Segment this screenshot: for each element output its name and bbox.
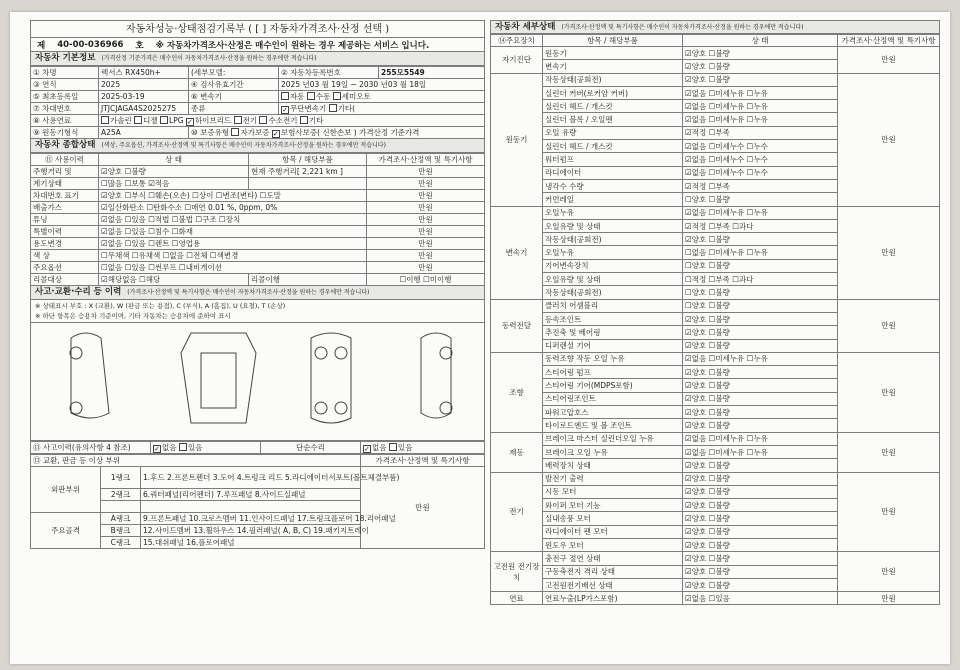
detail-state: ☑양호 ☐불량 bbox=[683, 525, 838, 538]
detail-state: ☐양호 ☐불량 bbox=[683, 259, 838, 272]
detail-item: 냉각수 수량 bbox=[543, 179, 683, 192]
label-detail-model: (세부모델: bbox=[189, 67, 279, 79]
detail-item: 동력조향 작동 오일 누유 bbox=[543, 352, 683, 365]
detail-group-name: 고전원 전기장치 bbox=[491, 552, 543, 592]
detail-header: 자동차 세부상태 (가격조사·산정액 및 특기사항은 매수인이 자동차가격조사·산정을 원하는 경우에만 적습니다) bbox=[490, 20, 940, 34]
detail-group-name: 동력전달 bbox=[491, 299, 543, 352]
detail-group-name: 연료 bbox=[491, 592, 543, 605]
detail-item: 오일누유 bbox=[543, 206, 683, 219]
detail-item: 기어변속장치 bbox=[543, 259, 683, 272]
detail-item: 작동상태(공회전) bbox=[543, 233, 683, 246]
detail-state: ☑없음 ☐미세누유 ☐누유 bbox=[683, 445, 838, 458]
detail-state: ☑양호 ☐불량 bbox=[683, 47, 838, 60]
detail-item: 브레이크 마스터 실린더오일 누유 bbox=[543, 432, 683, 445]
label-model: ① 차명 bbox=[31, 67, 99, 79]
value-model: 렉서스 RX450h+ bbox=[99, 67, 189, 79]
detail-row bbox=[491, 299, 940, 312]
detail-item: 오일 유량 bbox=[543, 126, 683, 139]
form-number-row bbox=[30, 38, 485, 52]
detail-item: 클러치 어셈블리 bbox=[543, 299, 683, 312]
label-year: ③ 연식 bbox=[31, 79, 99, 91]
right-column bbox=[490, 20, 940, 605]
detail-item: 구동축전지 격리 상태 bbox=[543, 565, 683, 578]
cvt-options: ✓ 무단변속기 기타( bbox=[279, 103, 485, 115]
inspection-form bbox=[10, 12, 950, 664]
value-engine: A25A bbox=[99, 127, 189, 139]
detail-item: 오일누유 bbox=[543, 246, 683, 259]
detail-group-name: 제동 bbox=[491, 432, 543, 472]
overall-status-table: ⑪ 사용이력 상 태 항목 / 해당부품 가격조사·산정액 및 특기사항 주행거리 및 ☑양호 ☐불량 현재 주행거리[ 2,221 km ] 만원 계기상태 ☐많음 ☐보통 ☑적음 만원 차대번호 표기 ☑양호 ☐부식 ☐훼손(오손) ☐상이 ☐변조(변타) ☐도말 만원 배출가스 ☑일산화탄소 ☐탄화수소 ☐매연 0.01 %, 0ppm, 0% 만원 튜닝 ☑없음 ☐있음 ☐적법 ☐불법 ☐구조 ☐장치 만원 특별이력 ☑없음 ☐있음 ☐침수 ☐화재 만원 용도변경 ☑없음 ☐있음 ☐렌트 ☐영업용 만원 색 상 ☐무채색 ☐유채색 ☐없음 ☐전체 ☐색변경 만원 주요옵션 ☐없음 ☐있음 ☐썬루프 ☐내비게이션 만원 리콜대상 ☑해당없음 ☐해당 리콜이행 ☐이행 ☐미이행 bbox=[30, 153, 485, 286]
value-reg-number: 255모5549 bbox=[379, 67, 485, 79]
detail-state: ☑없음 ☐미세누유 ☐누유 bbox=[683, 100, 838, 113]
detail-item: 스티어링 펌프 bbox=[543, 366, 683, 379]
detail-state: ☑양호 ☐불량 bbox=[683, 499, 838, 512]
detail-item: 오일유량 및 상태 bbox=[543, 273, 683, 286]
detail-item: 실린더 커버(로커암 커버) bbox=[543, 86, 683, 99]
detail-state: ☑양호 ☐불량 bbox=[683, 459, 838, 472]
accident-result-table: ⑬ 사고이력(유의사항 4 참조) ✓ 없음 있음 단순수리 ✓ 없음 있음 bbox=[30, 441, 485, 454]
car-diagram bbox=[30, 323, 485, 441]
detail-state: ☑양호 ☐불량 bbox=[683, 339, 838, 352]
detail-state: ☑없음 ☐미세누수 ☐누수 bbox=[683, 140, 838, 153]
form-number-suffix: 호 bbox=[135, 40, 144, 51]
detail-item: 워터펌프 bbox=[543, 153, 683, 166]
label-reg-number: ② 자동차등록번호 bbox=[279, 67, 379, 79]
detail-item: 충전구 절연 상태 bbox=[543, 552, 683, 565]
detail-item: 작동상태(공회전) bbox=[543, 73, 683, 86]
detail-state: ☑양호 ☐불량 bbox=[683, 512, 838, 525]
detail-price: 만원 bbox=[838, 472, 940, 552]
detail-state: ☑양호 ☐불량 bbox=[683, 419, 838, 432]
warranty-row: ⑩ 보증유형 자가보증 ✓ 보험사보증( 신한손보 ) 가격산정 기준가격 bbox=[189, 127, 485, 139]
label-fuel: ⑧ 사용연료 bbox=[31, 115, 99, 127]
value-vin: JTJCJAGA4S2025275 bbox=[99, 103, 189, 115]
detail-state: ☑양호 ☐불량 bbox=[683, 485, 838, 498]
detail-item: 발전기 출력 bbox=[543, 472, 683, 485]
basic-info-table bbox=[30, 66, 485, 139]
detail-row bbox=[491, 73, 940, 86]
detail-state: ☑양호 ☐불량 bbox=[683, 565, 838, 578]
transmission-options: 자동 수동 세미오토 bbox=[279, 91, 485, 103]
form-number-label: 제 bbox=[37, 40, 46, 51]
detail-item: 등속조인트 bbox=[543, 312, 683, 325]
detail-item: 라디에이터 bbox=[543, 166, 683, 179]
detail-state: ☑양호 ☐불량 bbox=[683, 392, 838, 405]
detail-state: ☑양호 ☐불량 bbox=[683, 233, 838, 246]
detail-state: ☐양호 ☐불량 bbox=[683, 299, 838, 312]
detail-row bbox=[491, 472, 940, 485]
detail-price: 만원 bbox=[838, 592, 940, 605]
detail-item: 커먼레일 bbox=[543, 193, 683, 206]
detail-group-name: 원동기 bbox=[491, 73, 543, 206]
detail-item: 브레이크 오일 누유 bbox=[543, 445, 683, 458]
detail-state: ☑없음 ☐미세누수 ☐누수 bbox=[683, 153, 838, 166]
exchange-table: ⑬ 교환, 판금 등 이상 부위 가격조사·산정액 및 특기사항 외판부위 1랭크 1.후드 2.프론트펜더 3.도어 4.트렁크 리드 5.라디에이터서포트(볼트체결부품) 만원 2랭크 6.쿼터패널(리어펜더) 7.루프패널 8.사이드실패널 주요골격 A랭크 9.프론트패널 10.크로스멤버 11.인사이드패널 17.트렁크플로어 18.리어패널 B랭크 12.사이드멤버 13.휠하우스 14.필러패널( A, B, C) 19.패키지트레이 C랭크 15.대쉬패널 16.플로어패널 bbox=[30, 454, 485, 549]
col-item: 항목 / 해당부품 bbox=[249, 154, 367, 166]
detail-item: 변속기 bbox=[543, 60, 683, 73]
detail-state: ☐적정 ☐부족 ☐과다 bbox=[683, 273, 838, 286]
detail-price: 만원 bbox=[838, 206, 940, 299]
detail-group-name: 변속기 bbox=[491, 206, 543, 299]
detail-state: ☑양호 ☐불량 bbox=[683, 326, 838, 339]
col-usage: ⑪ 사용이력 bbox=[31, 154, 99, 166]
detail-state: ☑양호 ☐불량 bbox=[683, 472, 838, 485]
detail-item: 고전원전기배선 상태 bbox=[543, 578, 683, 591]
detail-price: 만원 bbox=[838, 352, 940, 432]
detail-state: ☑양호 ☐불량 bbox=[683, 312, 838, 325]
label-first-reg: ⑤ 최초등록일 bbox=[31, 91, 99, 103]
detail-item: 스티어링조인트 bbox=[543, 392, 683, 405]
detail-row bbox=[491, 592, 940, 605]
detail-state: ☑적정 ☐부족 bbox=[683, 126, 838, 139]
value-year: 2025 bbox=[99, 79, 189, 91]
detail-row bbox=[491, 206, 940, 219]
detail-state: ☑없음 ☐미세누유 ☐누유 bbox=[683, 86, 838, 99]
detail-state: ☑양호 ☐불량 bbox=[683, 73, 838, 86]
accident-header: 사고·교환·수리 등 이력 (가격조사·산정액 및 특기사항은 매수인이 자동차가격조사·산정을 원하는 경우에만 적습니다) bbox=[30, 286, 485, 300]
detail-item: 원동기 bbox=[543, 47, 683, 60]
detail-state: ☑양호 ☐불량 bbox=[683, 379, 838, 392]
detail-price: 만원 bbox=[838, 432, 940, 472]
col-price: 가격조사·산정액 및 특기사항 bbox=[367, 154, 485, 166]
detail-group-name: 자기진단 bbox=[491, 47, 543, 74]
detail-item: 오일유량 및 상태 bbox=[543, 219, 683, 232]
detail-state: ☑없음 ☐있음 bbox=[683, 592, 838, 605]
label-type: 종류 bbox=[189, 103, 279, 115]
detail-state: ☑없음 ☐미세누수 ☐누수 bbox=[683, 166, 838, 179]
value-validity: 2025 년03 월 19일 ~ 2030 년03 월 18일 bbox=[279, 79, 485, 91]
detail-row bbox=[491, 47, 940, 60]
label-validity: ④ 검사유효기간 bbox=[189, 79, 279, 91]
detail-state: ☑없음 ☐미세누유 ☐누유 bbox=[683, 432, 838, 445]
detail-state: ☑적정 ☐부족 bbox=[683, 179, 838, 192]
detail-item: 디퍼렌셜 기어 bbox=[543, 339, 683, 352]
col-state: 상 태 bbox=[99, 154, 249, 166]
detail-state: ☐양호 ☐불량 bbox=[683, 286, 838, 299]
detail-price: 만원 bbox=[838, 47, 940, 74]
detail-item: 와이퍼 모터 기능 bbox=[543, 499, 683, 512]
detail-row bbox=[491, 352, 940, 365]
form-number: 40-00-036966 bbox=[57, 39, 124, 50]
detail-state: ☑양호 ☐불량 bbox=[683, 552, 838, 565]
detail-state: ☑적정 ☐부족 ☐과다 bbox=[683, 219, 838, 232]
detail-item: 스티어링 기어(MDPS포함) bbox=[543, 379, 683, 392]
detail-price: 만원 bbox=[838, 552, 940, 592]
detail-state: ☑없음 ☐미세누유 ☐누유 bbox=[683, 113, 838, 126]
detail-state: ☑양호 ☐불량 bbox=[683, 366, 838, 379]
detail-state: ☑양호 ☐불량 bbox=[683, 578, 838, 591]
detail-price: 만원 bbox=[838, 299, 940, 352]
label-transmission: ⑥ 변속기 bbox=[189, 91, 279, 103]
detail-item: 라디에이터 팬 모터 bbox=[543, 525, 683, 538]
value-first-reg: 2025-03-19 bbox=[99, 91, 189, 103]
detail-item: 작동상태(공회전) bbox=[543, 286, 683, 299]
detail-state: ☐양호 ☐불량 bbox=[683, 193, 838, 206]
detail-state: ☑양호 ☐불량 bbox=[683, 406, 838, 419]
detail-group-name: 전기 bbox=[491, 472, 543, 552]
detail-item: 추진축 및 베어링 bbox=[543, 326, 683, 339]
detail-state: ☑양호 ☐불량 bbox=[683, 538, 838, 551]
detail-row bbox=[491, 552, 940, 565]
detail-item: 연료누출(LP가스포함) bbox=[543, 592, 683, 605]
overall-status-header: 자동차 종합상태 (색상, 주요옵션, 가격조사·산정액 및 특기사항은 매수인이 자동차가격조사·산정을 원하는 경우에만 적습니다) bbox=[30, 139, 485, 153]
detail-state: ☐없음 ☐미세누유 ☐누유 bbox=[683, 246, 838, 259]
detail-item: 파워고압호스 bbox=[543, 406, 683, 419]
detail-group-name: 조향 bbox=[491, 352, 543, 432]
detail-table: ⑭주요장치 항목 / 해당부품 상 태 가격조사·산정액 및 특기사항 자기진단 원동기 ☑양호 ☐불량 만원 변속기 ☑양호 ☐불량 원동기 작동상태(공회전) ☑양호 ☐불량 만원 실린더 커버(로커암 커버) ☑없음 ☐미세누유 ☐누유 실린더 헤드 / 개스킷 ☑없음 ☐미세누유 ☐누유 실린더 블록 / 오일팬 ☑없음 ☐미세누유 ☐누유 오일 유량 ☑적정 ☐부족 실린더 헤드 / 개스킷 ☑없음 ☐미세누수 ☐누수 워터펌프 ☑없음 ☐미세누수 ☐누수 라디에이터 ☑없음 ☐미세누수 ☐누수 냉각수 수량 ☑적정 ☐부족 커먼레일 ☐양호 ☐불량 변속기 오일누유 ☑없음 ☐미세누유 ☐누유 만원 오일유량 및 상태 ☑적정 ☐부족 ☐과다 작동상태(공회전) ☑양호 ☐불량 오일누유 ☐없음 ☐미세누유 ☐누유 기어변속장치 ☐양호 ☐불량 오일유량 및 상태 ☐적정 ☐부족 ☐과다 작동상태(공회전) ☐양호 ☐불량 동력전달 클러치 어셈블리 ☐양호 ☐불량 만원 등속조인트 ☑양호 ☐불량 추진축 및 베어링 ☑양호 ☐불량 디퍼렌셜 기어 ☑양호 ☐불량 조향 동력조향 작동 오일 누유 ☑없음 ☐미세누유 ☐누유 만원 스티어링 펌프 ☑양호 ☐불량 스티어링 기어(MDPS포함) ☑양호 ☐불량 스티어링조인트 ☑양호 ☐불량 파워고압호스 ☑양호 ☐불량 타이로드엔드 및 볼 조인트 ☑양호 ☐불량 제동 브레이크 마스터 실린더오일 누유 ☑없음 ☐미세누유 ☐누유 만원 브레이크 오일 누유 ☑없음 ☐미세누유 ☐누유 배력장치 상태 ☑양호 ☐불량 전기 발전기 출력 ☑양호 ☐불량 만원 시동 모터 ☑양호 ☐불량 와이퍼 모터 기능 ☑양호 ☐불량 실내송풍 모터 ☑양호 ☐불량 라디에이터 팬 모터 ☑양호 ☐불량 윈도우 모터 ☑양호 ☐불량 고전원 전기장치 충전구 절연 상태 ☑양호 ☐불량 만원 구동축전지 격리 상태 ☑양호 ☐불량 고전원전기배선 상태 ☑양호 ☐불량 연료 연료누출(LP가스포함) ☑없음 ☐있음 만원 bbox=[490, 34, 940, 605]
detail-state: ☑없음 ☐미세누유 ☐누유 bbox=[683, 352, 838, 365]
detail-item: 실내송풍 모터 bbox=[543, 512, 683, 525]
detail-state: ☑양호 ☐불량 bbox=[683, 60, 838, 73]
left-column bbox=[30, 20, 485, 549]
detail-item: 타이로드엔드 및 볼 조인트 bbox=[543, 419, 683, 432]
fuel-options: 가솔린 디젤 LPG ✓ 하이브리드 전기 수소전기 기타 bbox=[99, 115, 485, 127]
detail-item: 배력장치 상태 bbox=[543, 459, 683, 472]
detail-item: 실린더 헤드 / 개스킷 bbox=[543, 140, 683, 153]
basic-info-header: 자동차 기본정보 (가격산정 기준가격은 매수인이 자동차가격조사·산정을 원하는 경우에만 적습니다) bbox=[30, 52, 485, 66]
label-engine: ⑨ 원동기형식 bbox=[31, 127, 99, 139]
accident-notes: ※ 상태표시 부호 : X (교환), W (판금 또는 용접), C (부식), A (흠집), U (요철), T (손상) ※ 하단 항목은 승용차 기준이며, 기타 자동차는 승용차에 준하여 표시 bbox=[30, 300, 485, 323]
detail-price: 만원 bbox=[838, 73, 940, 206]
detail-item: 실린더 블록 / 오일팬 bbox=[543, 113, 683, 126]
detail-item: 시동 모터 bbox=[543, 485, 683, 498]
service-note: ※ 자동차가격조사·산정은 매수인이 원하는 경우 제공하는 서비스 입니다. bbox=[155, 40, 430, 51]
detail-state: ☑없음 ☐미세누유 ☐누유 bbox=[683, 206, 838, 219]
detail-item: 윈도우 모터 bbox=[543, 538, 683, 551]
detail-row bbox=[491, 432, 940, 445]
detail-item: 실린더 헤드 / 개스킷 bbox=[543, 100, 683, 113]
label-vin: ⑦ 차대번호 bbox=[31, 103, 99, 115]
form-title: 자동차성능·상태점검기록부 ( [ ] 자동차가격조사·산정 선택 ) bbox=[30, 20, 485, 38]
